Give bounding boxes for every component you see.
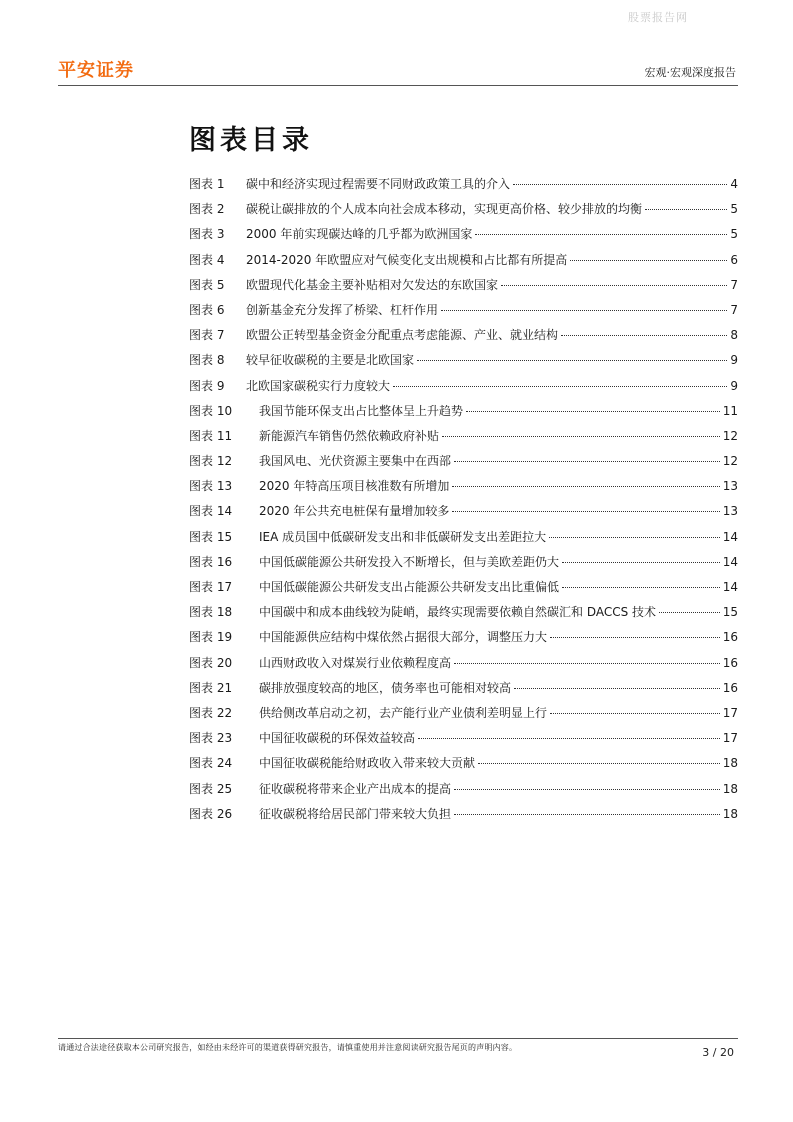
toc-entry-number: 图表 13 [189, 479, 233, 494]
toc-entry-number: 图表 26 [189, 806, 233, 821]
toc-dot-leader [454, 663, 720, 664]
toc-dot-leader [454, 789, 720, 790]
toc-dot-leader [550, 637, 720, 638]
toc-dot-leader [454, 461, 720, 462]
toc-dot-leader [514, 688, 720, 689]
toc-entry[interactable] [189, 301, 738, 326]
toc-dot-leader [501, 285, 727, 286]
toc-entry[interactable] [189, 780, 738, 805]
toc-dot-leader [561, 335, 727, 336]
toc-entry[interactable] [189, 578, 738, 603]
toc-entry[interactable] [189, 805, 738, 830]
toc-dot-leader [562, 587, 720, 588]
toc-entry[interactable] [189, 679, 738, 704]
toc-entry-number: 图表 14 [189, 504, 233, 519]
toc-entry-number: 图表 8 [189, 353, 225, 368]
toc-entry-page: 8 [730, 328, 738, 343]
toc-entry-number: 图表 17 [189, 580, 233, 594]
toc-entry-title: 2020 年特高压项目核准数有所增加 [259, 479, 450, 494]
toc-entry-page: 16 [722, 630, 738, 645]
toc-entry-number: 图表 9 [189, 378, 225, 393]
toc-entry-title: 2000 年前实现碳达峰的几乎都为欧洲国家 [246, 227, 473, 242]
footer-disclaimer: 请通过合法途径获取本公司研究报告，如经由未经许可的渠道获得研究报告，请慎重使用并注意阅读研究报告尾页的声明内容。 [58, 1043, 518, 1052]
page-title: 图表目录 [189, 125, 313, 156]
toc-entry-page: 9 [730, 353, 738, 368]
toc-entry-page: 6 [730, 252, 738, 267]
toc-dot-leader [452, 486, 719, 487]
toc-entry[interactable] [189, 603, 738, 628]
toc-dot-leader [570, 260, 727, 261]
toc-entry-title: 碳税让碳排放的个人成本向社会成本移动，实现更高价格、较少排放的均衡 [246, 202, 643, 217]
toc-entry-page: 5 [730, 202, 738, 217]
toc-dot-leader [645, 209, 727, 210]
toc-entry-page: 7 [730, 277, 738, 292]
toc-entry-number: 图表 6 [189, 302, 225, 317]
toc-entry-title: 中国低碳能源公共研发支出占能源公共研发支出比重偏低 [259, 580, 560, 594]
page-footer [58, 1038, 738, 1062]
toc-entry-number: 图表 2 [189, 202, 225, 217]
toc-entry[interactable] [189, 427, 738, 452]
toc-dot-leader [475, 234, 727, 235]
toc-entry-number: 图表 5 [189, 277, 225, 292]
toc-entry-title: 欧盟公正转型基金资金分配重点考虑能源、产业、就业结构 [246, 328, 559, 343]
toc-entry-number: 图表 15 [189, 529, 233, 544]
toc-entry[interactable] [189, 175, 738, 200]
toc-entry-number: 图表 4 [189, 252, 225, 267]
toc-entry-page: 9 [730, 378, 738, 393]
toc-entry[interactable] [189, 654, 738, 679]
toc-entry-number: 图表 25 [189, 781, 233, 796]
toc-entry[interactable] [189, 754, 738, 779]
toc-entry[interactable] [189, 553, 738, 578]
toc-entry-title: IEA 成员国中低碳研发支出和非低碳研发支出差距拉大 [259, 529, 547, 544]
toc-entry-number: 图表 7 [189, 328, 225, 343]
toc-entry-title: 碳中和经济实现过程需要不同财政政策工具的介入 [246, 177, 511, 191]
toc-entry-page: 5 [730, 227, 738, 242]
toc-entry-page: 12 [722, 454, 738, 469]
page-number: 3 / 20 [702, 1046, 734, 1059]
toc-entry-title: 中国征收碳税能给财政收入带来较大贡献 [259, 756, 476, 771]
toc-dot-leader [418, 738, 720, 739]
toc-entry[interactable] [189, 200, 738, 225]
toc-entry-title: 碳排放强度较高的地区，债务率也可能相对较高 [259, 680, 512, 695]
toc-entry[interactable] [189, 351, 738, 376]
toc-entry-title: 2014-2020 年欧盟应对气候变化支出规模和占比都有所提高 [246, 252, 568, 267]
report-type-label: 宏观·宏观深度报告 [644, 66, 736, 79]
toc-entry[interactable] [189, 377, 738, 402]
toc-entry-number: 图表 3 [189, 227, 225, 242]
toc-entry-page: 18 [722, 806, 738, 821]
toc-entry[interactable] [189, 276, 738, 301]
toc-entry-page: 15 [722, 605, 738, 620]
toc-entry-number: 图表 11 [189, 428, 233, 443]
toc-dot-leader [550, 713, 720, 714]
toc-entry-page: 18 [722, 781, 738, 796]
toc-dot-leader [417, 360, 727, 361]
toc-dot-leader [393, 386, 727, 387]
toc-entry-number: 图表 12 [189, 454, 233, 469]
toc-entry-title: 中国能源供应结构中煤依然占据很大部分，调整压力大 [259, 630, 548, 645]
toc-entry[interactable] [189, 326, 738, 351]
toc-entry[interactable] [189, 528, 738, 553]
toc-entry[interactable] [189, 502, 738, 527]
toc-entry-page: 12 [722, 428, 738, 443]
toc-entry-title: 北欧国家碳税实行力度较大 [246, 378, 391, 393]
toc-entry-page: 7 [730, 302, 738, 317]
watermark: 股票报告网 [628, 11, 688, 24]
brand-logo: 平安证券 [58, 60, 134, 81]
toc-dot-leader [466, 411, 720, 412]
toc-entry[interactable] [189, 402, 738, 427]
toc-dot-leader [549, 537, 720, 538]
toc-entry[interactable] [189, 225, 738, 250]
toc-entry-number: 图表 22 [189, 705, 233, 720]
toc-entry-title: 供给侧改革启动之初，去产能行业产业债利差明显上行 [259, 705, 548, 720]
toc-entry[interactable] [189, 477, 738, 502]
toc-entry-title: 较早征收碳税的主要是北欧国家 [246, 353, 415, 368]
page-header [58, 56, 738, 86]
toc-entry-title: 我国节能环保支出占比整体呈上升趋势 [259, 403, 464, 418]
toc-entry-title: 创新基金充分发挥了桥梁、杠杆作用 [246, 302, 439, 317]
toc-entry-page: 13 [722, 479, 738, 494]
toc-entry-number: 图表 10 [189, 403, 233, 418]
toc-entry-title: 新能源汽车销售仍然依赖政府补贴 [259, 428, 440, 443]
toc-entry-page: 16 [722, 680, 738, 695]
toc-entry-title: 欧盟现代化基金主要补贴相对欠发达的东欧国家 [246, 277, 499, 292]
toc-entry-page: 14 [722, 554, 738, 569]
toc-entry-number: 图表 24 [189, 756, 233, 771]
toc-entry-page: 11 [722, 403, 738, 418]
toc-dot-leader [454, 814, 720, 815]
toc-entry-page: 14 [722, 529, 738, 544]
toc-entry-page: 17 [722, 705, 738, 720]
toc-dot-leader [478, 763, 720, 764]
toc-dot-leader [513, 184, 727, 185]
toc-entry-title: 中国征收碳税的环保效益较高 [259, 731, 416, 746]
toc-entry-number: 图表 1 [189, 177, 225, 191]
toc-entry[interactable] [189, 729, 738, 754]
toc-dot-leader [659, 612, 720, 613]
toc-entry-title: 山西财政收入对煤炭行业依赖程度高 [259, 655, 452, 670]
toc-entry-title: 中国碳中和成本曲线较为陡峭，最终实现需要依赖自然碳汇和 DACCS 技术 [259, 605, 657, 620]
toc-entry-number: 图表 18 [189, 605, 233, 620]
toc-entry-title: 征收碳税将带来企业产出成本的提高 [259, 781, 452, 796]
toc-entry-page: 13 [722, 504, 738, 519]
toc-entry-page: 4 [730, 177, 738, 191]
toc-entry[interactable] [189, 251, 738, 276]
toc-entry-number: 图表 23 [189, 731, 233, 746]
toc-entry-title: 征收碳税将给居民部门带来较大负担 [259, 806, 452, 821]
toc-entry-page: 14 [722, 580, 738, 594]
toc-entry-number: 图表 19 [189, 630, 233, 645]
toc-entry-title: 中国低碳能源公共研发投入不断增长，但与美欧差距仍大 [259, 554, 560, 569]
toc-entry[interactable] [189, 452, 738, 477]
toc-entry-title: 我国风电、光伏资源主要集中在西部 [259, 454, 452, 469]
toc-dot-leader [441, 310, 727, 311]
toc-entry-number: 图表 21 [189, 680, 233, 695]
toc-entry-number: 图表 16 [189, 554, 233, 569]
toc-entry[interactable] [189, 628, 738, 653]
toc-entry-page: 17 [722, 731, 738, 746]
toc-dot-leader [452, 511, 719, 512]
toc-entry-title: 2020 年公共充电桩保有量增加较多 [259, 504, 450, 519]
toc-dot-leader [562, 562, 720, 563]
toc-entry[interactable] [189, 704, 738, 729]
toc-entry-page: 16 [722, 655, 738, 670]
toc-entry-page: 18 [722, 756, 738, 771]
toc-entry-number: 图表 20 [189, 655, 233, 670]
toc-dot-leader [442, 436, 720, 437]
table-of-figures [189, 175, 738, 830]
